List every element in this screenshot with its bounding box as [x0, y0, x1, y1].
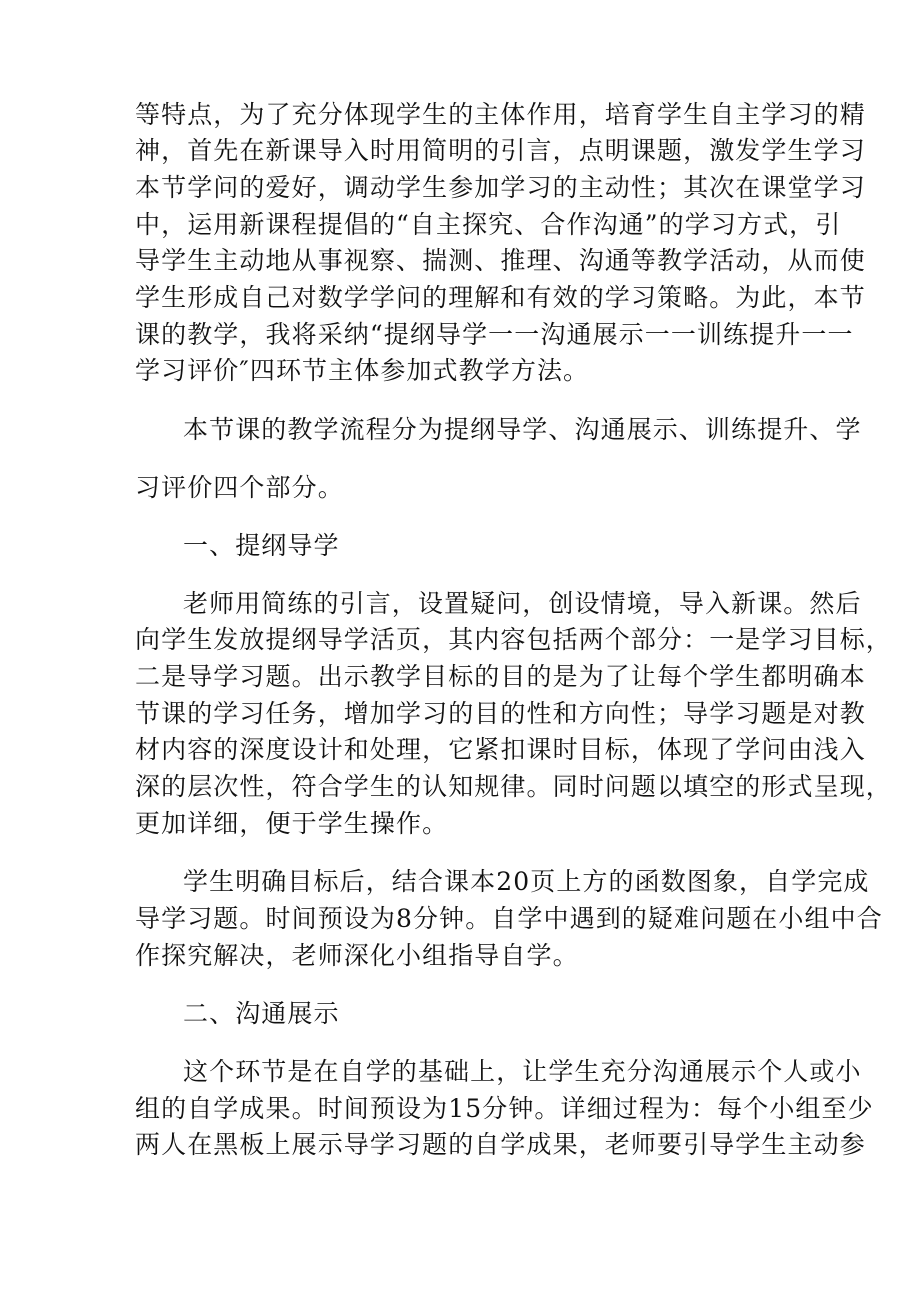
paragraph-line: 习评价四个部分。	[135, 473, 344, 502]
paragraph-line: 材内容的深度设计和处理，它紧扣课时目标，体现了学问由浅入	[135, 735, 866, 764]
paragraph-line: 学生明确目标后，结合课本20页上方的函数图象，自学完成	[183, 867, 870, 896]
section-heading: 一、提纲导学	[183, 531, 340, 560]
paragraph-line: 学生形成自己对数学学问的理解和有效的学习策略。为此，本节	[135, 283, 866, 312]
paragraph-line: 等特点，为了充分体现学生的主体作用，培育学生自主学习的精	[135, 100, 866, 129]
paragraph-line: 深的层次性，符合学生的认知规律。同时问题以填空的形式呈现，	[135, 772, 892, 801]
paragraph-line: 二是导学习题。出示教学目标的目的是为了让每个学生都明确本	[135, 662, 866, 691]
section-heading: 二、沟通展示	[183, 999, 340, 1028]
paragraph-line: 向学生发放提纲导学活页，其内容包括两个部分：一是学习目标，	[135, 625, 892, 654]
paragraph-line: 学习评价″四环节主体参加式教学方法。	[135, 356, 590, 385]
paragraph-line: 两人在黑板上展示导学习题的自学成果，老师要引导学生主动参	[135, 1130, 866, 1159]
paragraph-line: 导学生主动地从事视察、揣测、推理、沟通等教学活动，从而使	[135, 246, 866, 275]
paragraph-line: 作探究解决，老师深化小组指导自学。	[135, 941, 579, 970]
paragraph-line: 本节学问的爱好，调动学生参加学习的主动性；其次在课堂学习	[135, 173, 866, 202]
paragraph-line: 中，运用新课程提倡的“自主探究、合作沟通”的学习方式，引	[135, 210, 842, 239]
paragraph-line: 这个环节是在自学的基础上，让学生充分沟通展示个人或小	[183, 1057, 862, 1086]
paragraph-line: 神，首先在新课导入时用简明的引言，点明课题，激发学生学习	[135, 136, 866, 165]
paragraph-line: 本节课的教学流程分为提纲导学、沟通展示、训练提升、学	[183, 415, 862, 444]
paragraph-line: 导学习题。时间预设为8分钟。自学中遇到的疑难问题在小组中合	[135, 904, 883, 933]
paragraph-line: 节课的学习任务，增加学习的目的性和方向性；导学习题是对教	[135, 699, 866, 728]
paragraph-line: 课的教学，我将采纳“提纲导学一一沟通展示一一训练提升一一	[135, 320, 854, 349]
paragraph-line: 组的自学成果。时间预设为15分钟。详细过程为：每个小组至少	[135, 1094, 874, 1123]
paragraph-line: 老师用简练的引言，设置疑问，创设情境，导入新课。然后	[183, 589, 862, 618]
paragraph-line: 更加详细，便于学生操作。	[135, 809, 449, 838]
